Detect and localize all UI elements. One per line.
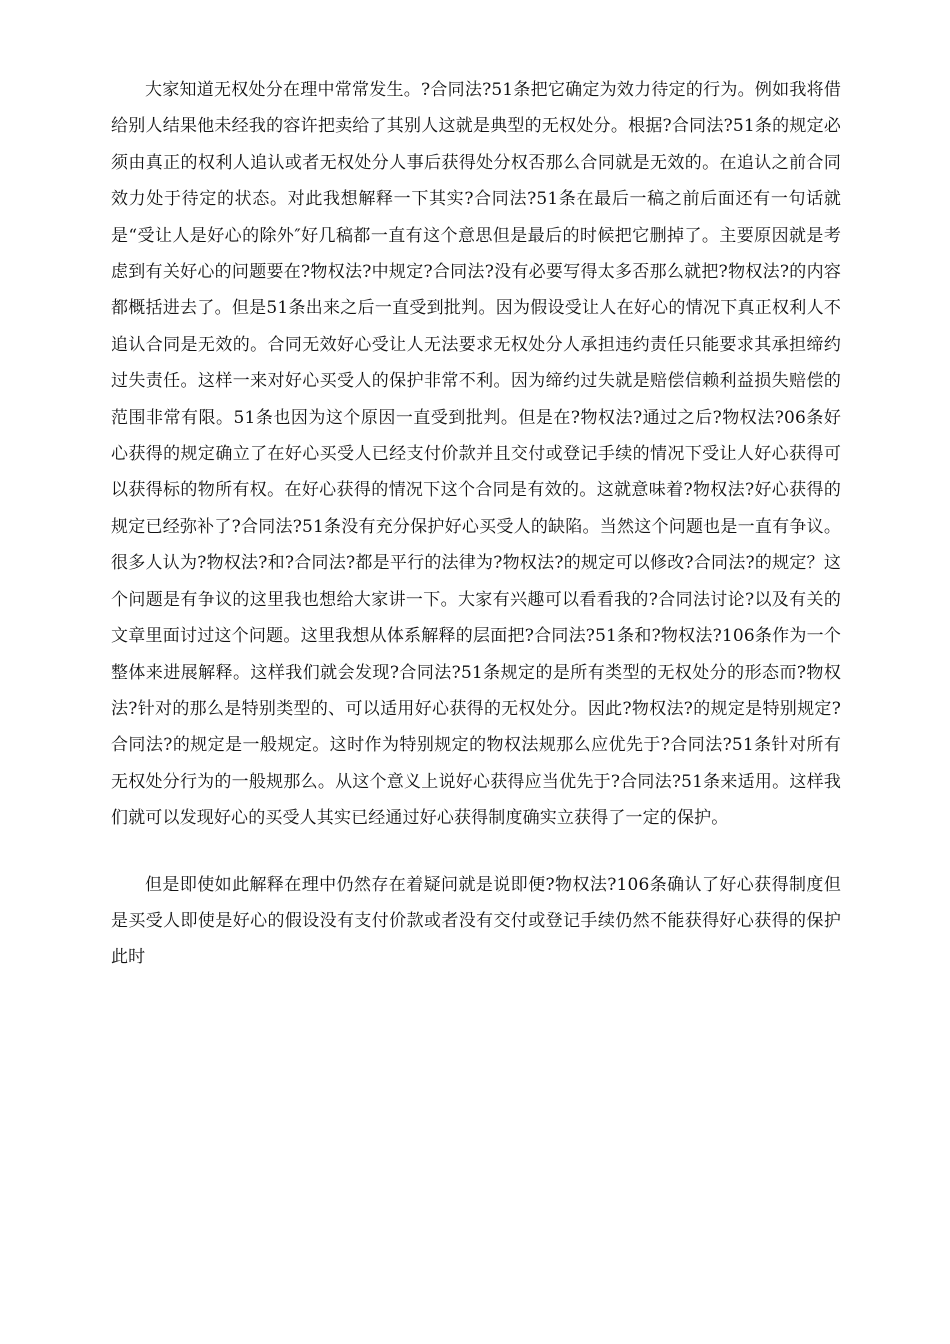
paragraph-2: 但是即使如此解释在理中仍然存在着疑问就是说即便?物权法?106条确认了好心获得制度但是买受人即使是好心的假设没有支付价款或者没有交付或登记手续仍然不能获得好心获得的保护此时 bbox=[111, 874, 841, 968]
document-page bbox=[111, 72, 841, 976]
paragraph-1: 大家知道无权处分在理中常常发生。?合同法?51条把它确定为效力待定的行为。例如我将借给别人结果他未经我的容许把卖给了其别人这就是典型的无权处分。根据?合同法?51条的规定必须由真正的权利人追认或者无权处分人事后获得处分权否那么合同就是无效的。在追认之前合同效力处于待定的状态。对此我想解释一下其实?合同法?51条在最后一稿之前后面还有一句话就是“受让人是好心的除外″好几稿都一直有这个意思但是最后的时候把它删掉了。主要原因就是考虑到有关好心的问题要在?物权法?中规定?合同法?没有必要写得太多否那么就把?物权法?的内容都概括进去了。但是51条出来之后一直受到批判。因为假设受让人在好心的情况下真正权利人不追认合同是无效的。合同无效好心受让人无法要求无权处分人承担违约责任只能要求其承担缔约过失责任。这样一来对好心买受人的保护非常不利。因为缔约过失就是赔偿信赖利益损失赔偿的范围非常有限。51条也因为这个原因一直受到批判。但是在?物权法?通过之后?物权法?06条好心获得的规定确立了在好心买受人已经支付价款并且交付或登记手续的情况下受让人好心获得可以获得标的物所有权。在好心获得的情况下这个合同是有效的。这就意味着?物权法?好心获得的规定已经弥补了?合同法?51条没有充分保护好心买受人的缺陷。当然这个问题也是一直有争议。很多人认为?物权法?和?合同法?都是平行的法律为?物权法?的规定可以修改?合同法?的规定？这个问题是有争议的这里我也想给大家讲一下。大家有兴趣可以看看我的?合同法讨论?以及有关的文章里面讨过这个问题。这里我想从体系解释的层面把?合同法?51条和?物权法?106条作为一个整体来进展解释。这样我们就会发现?合同法?51条规定的是所有类型的无权处分的形态而?物权法?针对的那么是特别类型的、可以适用好心获得的无权处分。因此?物权法?的规定是特别规定?合同法?的规定是一般规定。这时作为特别规定的物权法规那么应优先于?合同法?51条针对所有无权处分行为的一般规那么。从这个意义上说好心获得应当优先于?合同法?51条来适用。这样我们就可以发现好心的买受人其实已经通过好心获得制度确实立获得了一定的保护。 bbox=[111, 80, 841, 829]
